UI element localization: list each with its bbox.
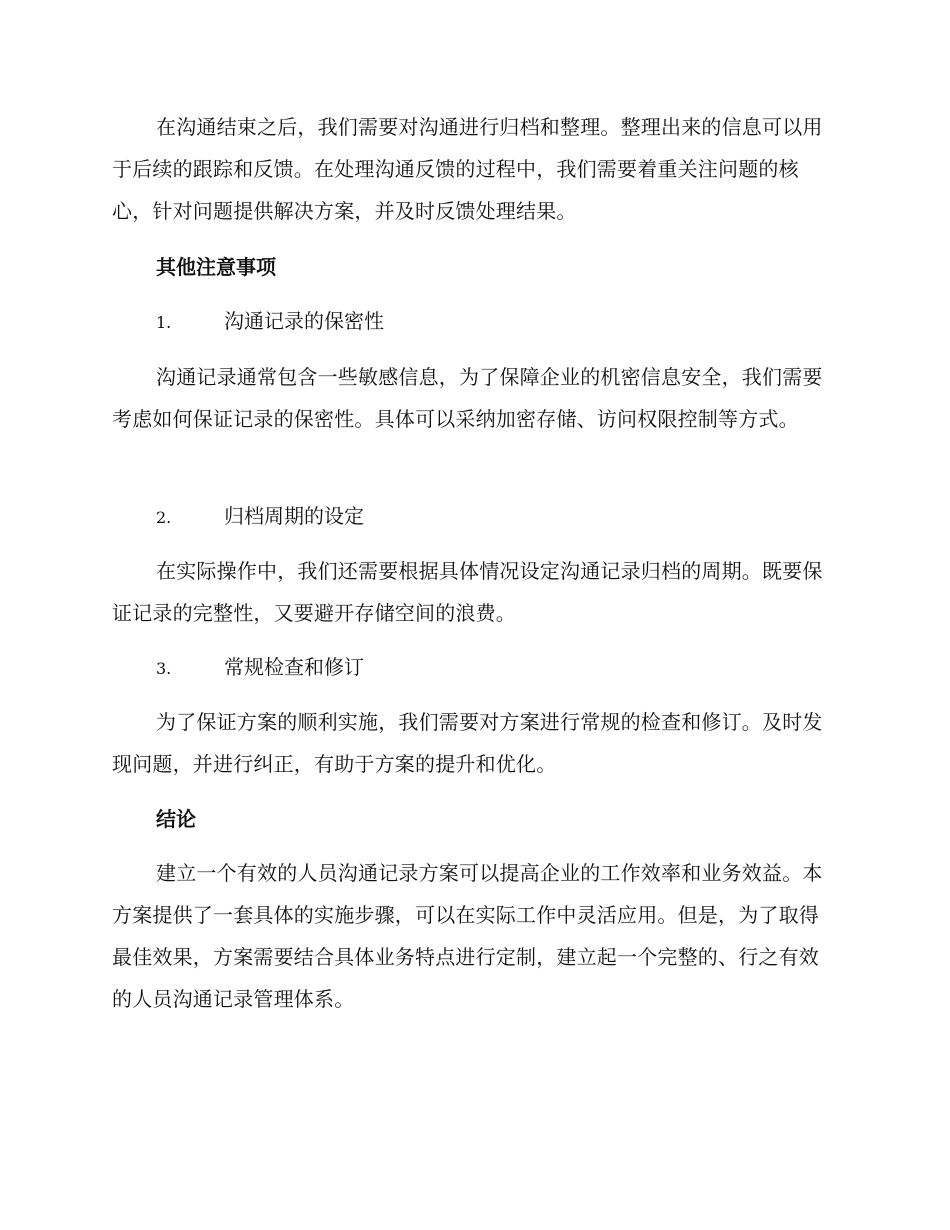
list-item-3-body: 为了保证方案的顺利实施，我们需要对方案进行常规的检查和修订。及时发现问题，并进行纠正，有助于方案的提升和优化。 bbox=[112, 710, 823, 776]
list-item-1-body: 沟通记录通常包含一些敏感信息，为了保障企业的机密信息安全，我们需要考虑如何保证记录的保密性。具体可以采纳加密存储、访问权限控制等方式。 bbox=[112, 365, 823, 431]
list-item-1 bbox=[156, 300, 384, 344]
intro-paragraph: 在沟通结束之后，我们需要对沟通进行归档和整理。整理出来的信息可以用于后续的跟踪和反馈。在处理沟通反馈的过程中，我们需要着重关注问题的核心，针对问题提供解决方案，并及时反馈处理结果。 bbox=[112, 115, 823, 223]
list-item-2 bbox=[156, 495, 364, 539]
list-item-title: 常规检查和修订 bbox=[224, 655, 364, 679]
list-item-title: 沟通记录的保密性 bbox=[224, 309, 384, 333]
list-item-3 bbox=[156, 646, 364, 690]
section-heading-other-notes: 其他注意事项 bbox=[156, 255, 276, 279]
section-heading-conclusion: 结论 bbox=[156, 807, 196, 831]
list-item-2-body: 在实际操作中，我们还需要根据具体情况设定沟通记录归档的周期。既要保证记录的完整性，又要避开存储空间的浪费。 bbox=[112, 559, 823, 625]
list-item-title: 归档周期的设定 bbox=[224, 504, 364, 528]
list-item-number: 2. bbox=[156, 508, 172, 527]
conclusion-paragraph: 建立一个有效的人员沟通记录方案可以提高企业的工作效率和业务效益。本方案提供了一套具体的实施步骤，可以在实际工作中灵活应用。但是，为了取得最佳效果，方案需要结合具体业务特点进行定制，建立起一个完整的、行之有效的人员沟通记录管理体系。 bbox=[112, 861, 823, 1011]
list-item-number: 1. bbox=[156, 313, 172, 332]
list-item-number: 3. bbox=[156, 659, 172, 678]
